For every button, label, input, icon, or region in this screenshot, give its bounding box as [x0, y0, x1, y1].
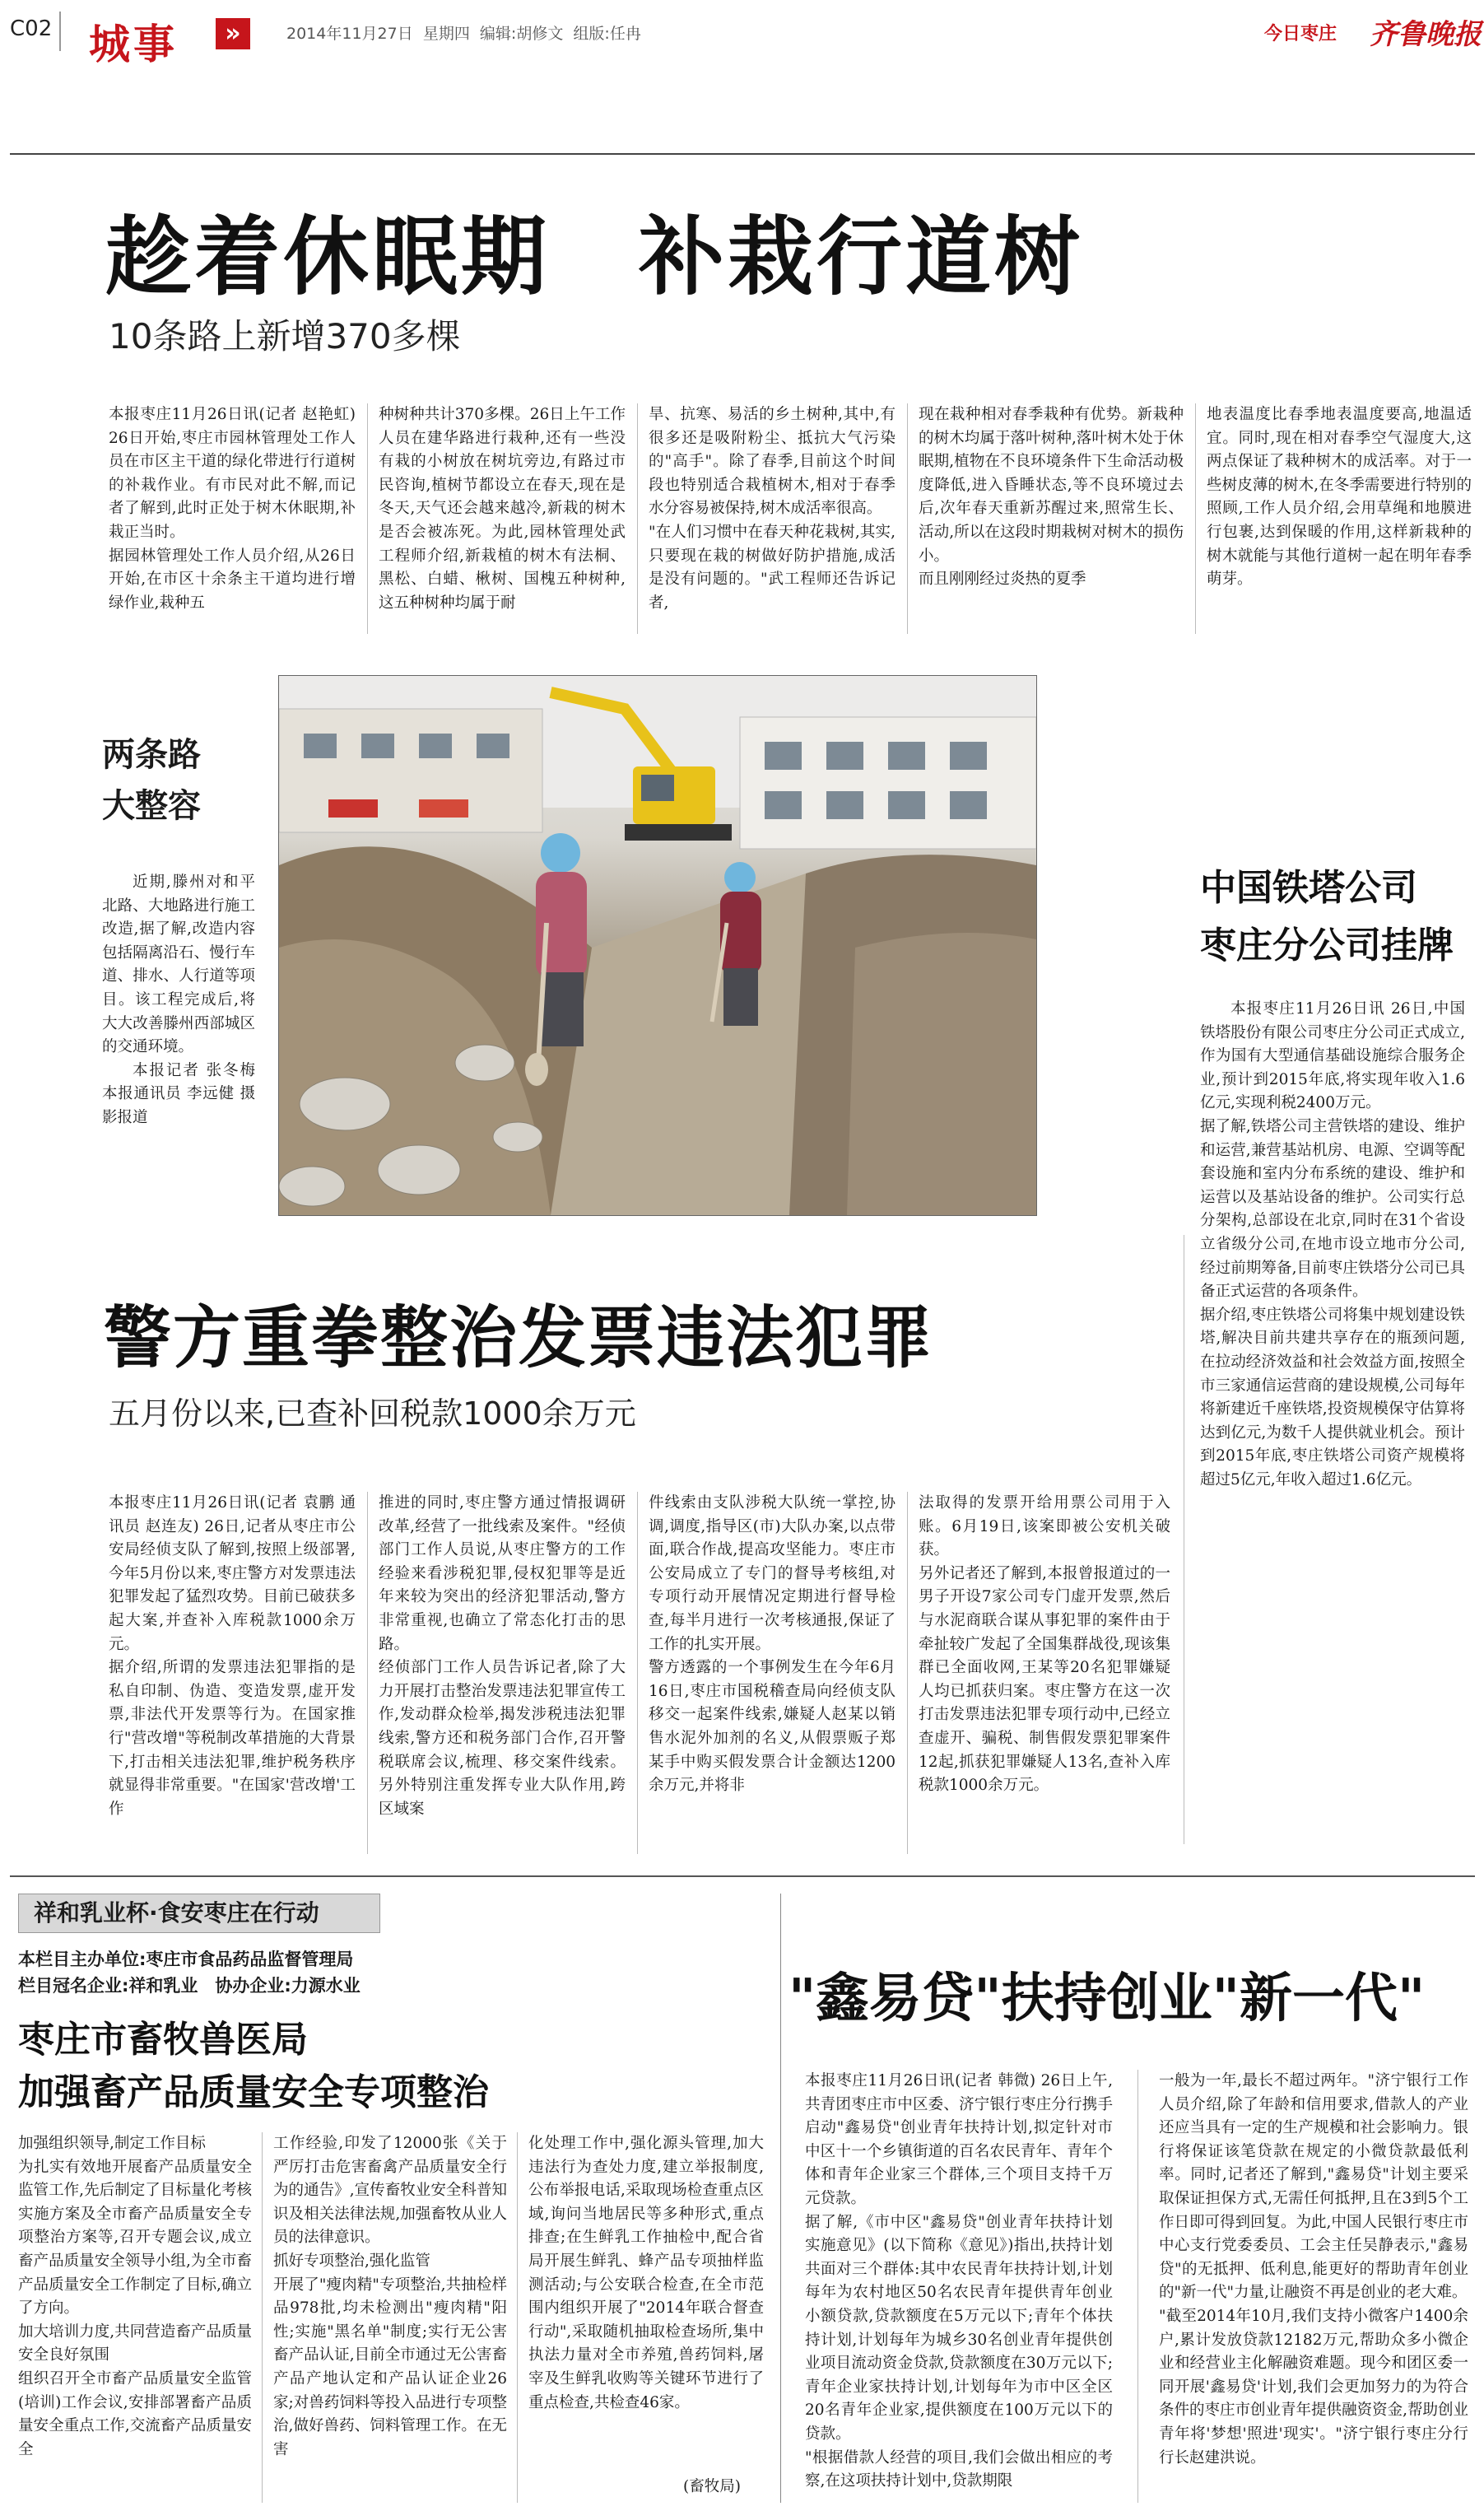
header-divider: [59, 12, 61, 51]
header-editor: 编辑:胡修文: [479, 25, 564, 43]
caption-title-line2: 大整容: [102, 787, 201, 825]
article4-source: (畜牧局): [683, 2478, 741, 2495]
caption-body: 近期,滕州对和平北路、大地路进行施工改造,据了解,改造内容包括隔离沿石、慢行车道、排水、人行道等项目。该工程完成后,将大大改善滕州西部城区的交通环境。: [102, 873, 255, 1056]
article1-col4: 现在栽种相对春季栽种有优势。新栽种的树木均属于落叶树种,落叶树木处于休眠期,植物在不良环境条件下生命活动极度降低,进入昏睡状态,等不良环境过去后,次年春天重新苏醒过来,照常生长、活动,所以在这段时期栽树对树木的损伤小。 而且刚刚经过炎热的夏季: [919, 406, 1184, 589]
article1-col1: 本报枣庄11月26日讯(记者 赵艳虹) 26日开始,枣庄市园林管理处工作人员在市区主干道的绿化带进行行道树的补栽作业。有市民对此不解,而记者了解到,此时正处于树木休眠期,补栽正当时。 据园林管理处工作人员介绍,从26日开始,在市区十余条主干道均进行增绿作业,栽种五: [109, 406, 356, 612]
edition-name: 今日枣庄: [1264, 24, 1337, 44]
article1-col5: 地表温度比春季地表温度要高,地温适宜。同时,现在相对春季空气湿度大,这两点保证了栽种树木的成活率。对于一些树皮薄的树木,在冬季需要进行特别的照顾,工作人员介绍,会用草绳和地膜进行包裹,达到保暖的作用,这样新栽种的树木就能与其他行道树一起在明年春季萌芽。: [1207, 406, 1472, 589]
article4-title-line2: 加强畜产品质量安全专项整治: [18, 2071, 489, 2113]
construction-photo: [278, 675, 1037, 1216]
article4-col2: 工作经验,印发了12000张《关于严厉打击危害畜禽产品质量安全行为的通告》,宣传畜牧业安全科普知识及相关法律法规,加强畜牧从业人员的法律意识。 抓好专项整治,强化监管 开展了"瘦肉精"专项整治,共抽检样品978批,均未检测出"瘦肉精"阳性;实施"黑名单"制度;实行无公害畜产品认证,目前全市通过无公害畜产品产地认定和产品认证企业26家;对兽药饲料等投入品进行专项整治,做好兽药、饲料管理工作。在无害: [273, 2135, 507, 2458]
article4-title-line1: 枣庄市畜牧兽医局: [18, 2019, 308, 2061]
section-rule: [10, 1875, 1475, 1877]
header-date: 2014年11月27日: [286, 25, 413, 43]
bottom-divider: [780, 1894, 781, 2503]
article2-title-line2: 枣庄分公司挂牌: [1200, 925, 1454, 967]
article1-title: 趁着休眠期 补栽行道树: [105, 207, 1084, 307]
article3-subtitle: 五月份以来,已查补回税款1000余万元: [109, 1395, 636, 1432]
header-info: [286, 21, 641, 44]
article4-col1: 加强组织领导,制定工作目标 为扎实有效地开展畜产品质量安全监管工作,先后制定了目标量化考核实施方案及全市畜产品质量安全专项整治方案等,召开专题会议,成立畜产品质量安全领导小组,为全市畜产品质量安全工作制定了目标,确立了方向。 加大培训力度,共同营造畜产品质量安全良好氛围 组织召开全市畜产品质量安全监管(培训)工作会议,安排部署畜产品质量安全重点工作,交流畜产品质量安全: [18, 2135, 252, 2458]
article2-title: [1200, 860, 1454, 975]
food-column-sponsor2: 栏目冠名企业:祥和乳业 协办企业:力源水业: [18, 1976, 361, 1996]
section-title: 城事: [89, 21, 178, 68]
caption-title-line1: 两条路: [102, 736, 201, 774]
page-number: C02: [10, 16, 53, 41]
article4-col3: 化处理工作中,强化源头管理,加大违法行为查处力度,建立举报制度,公布举报电话,采取现场检查重点区域,询问当地居民等多种形式,重点排查;在生鲜乳工作抽检中,配合省局开展生鲜乳、蜂产品专项抽样监测活动;与公安联合检查,在全市范围内组织开展了"2014年联合督查行动",采取随机抽取检查场所,集中执法力量对全市养殖,兽药饲料,屠宰及生鲜乳收购等关键环节进行了重点检查,共检查46家。: [528, 2135, 764, 2411]
newspaper-logo: 齐鲁晚报: [1370, 18, 1482, 51]
article1-col2: 种树种共计370多棵。26日上午工作人员在建华路进行栽种,还有一些没有栽的小树放在树坑旁边,有路过市民咨询,植树节都设立在春天,现在是冬天,天气还会越来越冷,新栽的树木是否会被冻死。为此,园林管理处武工程师介绍,新栽植的树木有法桐、黑松、白蜡、楸树、国槐五种树种,这五种树种均属于耐: [379, 406, 626, 612]
construction-scene: [279, 676, 1036, 1215]
caption-text: [102, 871, 255, 1209]
article4-title: [18, 2014, 489, 2119]
article1-col3: 旱、抗寒、易活的乡土树种,其中,有很多还是吸附粉尘、抵抗大气污染的"高手"。除了春季,目前这个时间段也特别适合栽植树木,相对于春季水分容易被保持,树木成活率很高。 "在人们习惯中在春天种花栽树,其实,只要现在栽的树做好防护措施,成活是没有问题的。"武工程师还告诉记者,: [649, 406, 896, 612]
article3-title: 警方重拳整治发票违法犯罪: [104, 1299, 934, 1377]
header-layout: 组版:任冉: [573, 25, 641, 43]
article5-col2: 一般为一年,最长不超过两年。"济宁银行工作人员介绍,除了年龄和信用要求,借款人的产业还应当具有一定的生产规模和社会影响力。银行将保证该笔贷款在规定的小微贷款最低利率。同时,记者还了解到,"鑫易贷"计划主要采取保证担保方式,无需任何抵押,且在3到5个工作日即可得到回复。为此,中国人民银行枣庄市中心支行党委委员、工会主任吴静表示,"鑫易贷"的无抵押、低利息,能更好的帮助青年创业的"新一代"力量,让融资不再是创业的老大难。 "截至2014年10月,我们支持小微客户1400余户,累计发放贷款12182万元,帮助众多小微企业和经营业主化解融资难题。现今和团区委一同开展'鑫易贷'计划,我们会更加努力的为符合条件的枣庄市创业青年提供融资资金,帮助创业青年将'梦想'照进'现实'。"济宁银行枣庄分行行长赵建洪说。: [1159, 2072, 1468, 2467]
article1-subtitle: 10条路上新增370多棵: [109, 316, 461, 356]
section-arrow-icon: »: [216, 18, 250, 49]
article5-title: "鑫易贷"扶持创业"新一代": [789, 1968, 1426, 2029]
article3-col4: 法取得的发票开给用票公司用于入账。6月19日,该案即被公安机关破获。 另外记者还了解到,本报曾报道过的一男子开设7家公司专门虚开发票,然后与水泥商联合谋从事犯罪的案件由于牵扯较广发起了全国集群战役,现该集群已全面收网,王某等20名犯罪嫌疑人均已抓获归案。枣庄警方在这一次打击发票违法犯罪专项行动中,已经立查虚开、骗税、制售假发票犯罪案件12起,抓获犯罪嫌疑人13名,查补入库税款1000余万元。: [919, 1494, 1170, 1795]
article3-col2: 推进的同时,枣庄警方通过情报调研改革,经营了一批线索及案件。"经侦部门工作人员说,从枣庄警方的工作经验来看涉税犯罪,侵权犯罪等是近年来较为突出的经济犯罪活动,警方非常重视,也确立了常态化打击的思路。 经侦部门工作人员告诉记者,除了大力开展打击整治发票违法犯罪宣传工作,发动群众检举,揭发涉税违法犯罪线索,警方还和税务部门合作,召开警税联席会议,梳理、移交案件线索。另外特别注重发挥专业大队作用,跨区域案: [379, 1494, 626, 1818]
food-column-banner: 祥和乳业杯·食安枣庄在行动: [18, 1894, 380, 1933]
article3-col1: 本报枣庄11月26日讯(记者 袁鹏 通讯员 赵连友) 26日,记者从枣庄市公安局经侦支队了解到,按照上级部署,今年5月份以来,枣庄警方对发票违法犯罪发起了猛烈攻势。目前已破获多起大案,并查补入库税款1000余万元。 据介绍,所谓的发票违法犯罪指的是私自印制、伪造、变造发票,虚开发票,非法代开发票等行为。在国家推行"营改增"等税制改革措施的大背景下,打击相关违法犯罪,维护税务秩序就显得非常重要。"在国家'营改增'工作: [109, 1494, 356, 1818]
caption-title: [102, 729, 201, 832]
caption-credit: 本报记者 张冬梅 本报通讯员 李远健 摄影报道: [102, 1061, 255, 1126]
header-weekday: 星期四: [422, 25, 470, 43]
article3-col3: 件线索由支队涉税大队统一掌控,协调,调度,指导区(市)大队办案,以点带面,联合作战,提高攻坚能力。枣庄市公安局成立了专门的督导考核组,对专项行动开展情况定期进行督导检查,每半月进行一次考核通报,保证了工作的扎实开展。 警方透露的一个事例发生在今年6月16日,枣庄市国税稽查局向经侦支队移交一起案件线索,嫌疑人赵某以销售水泥外加剂的名义,从假票贩子郑某手中购买假发票合计金额达1200余万元,并将非: [649, 1494, 896, 1795]
article5-col1: 本报枣庄11月26日讯(记者 韩微) 26日上午,共青团枣庄市中区委、济宁银行枣庄分行携手启动"鑫易贷"创业青年扶持计划,拟定针对市中区十一个乡镇街道的百名农民青年、青年个体和青年企业家三个群体,三个项目支持千万元贷款。 据了解,《市中区"鑫易贷"创业青年扶持计划实施意见》(以下简称《意见》)指出,扶持计划共面对三个群体:其中农民青年扶持计划,计划每年为农村地区50名农民青年提供青年创业小额贷款,贷款额度在5万元以下;青年个体扶持计划,计划每年为城乡30名创业青年提供创业项目流动资金贷款,贷款额度在30万元以下;青年企业家扶持计划,计划每年为市中区全区20名青年企业家,提供额度在100万元以下的贷款。 "根据借款人经营的项目,我们会做出相应的考察,在这项扶持计划中,贷款期限: [805, 2072, 1113, 2490]
header-rule: [10, 153, 1475, 155]
article2-body: 本报枣庄11月26日讯 26日,中国铁塔股份有限公司枣庄分公司正式成立,作为国有大型通信基础设施综合服务企业,预计到2015年底,将实现年收入1.6亿元,实现利税2400万元。 据了解,铁塔公司主营铁塔的建设、维护和运营,兼营基站机房、电源、空调等配套设施和室内分布系统的建设、维护和运营以及基站设备的维护。公司实行总分架构,总部设在北京,同时在31个省设立省级分公司,在地市设立地市分公司,经过前期筹备,目前枣庄铁塔分公司已具备正式运营的各项条件。 据介绍,枣庄铁塔公司将集中规划建设铁塔,解决目前共建共享存在的瓶颈问题,在拉动经济效益和社会效益方面,按照全市三家通信运营商的建设规模,公司每年将新建近千座铁塔,投资规模保守估算将达到亿元,为数千人提供就业机会。预计到2015年底,枣庄铁塔公司资产规模将超过5亿元,年收入超过1.6亿元。: [1200, 1000, 1465, 1488]
food-column-sponsor1: 本栏目主办单位:枣庄市食品药品监督管理局: [18, 1950, 354, 1969]
article2-title-line1: 中国铁塔公司: [1200, 867, 1417, 909]
